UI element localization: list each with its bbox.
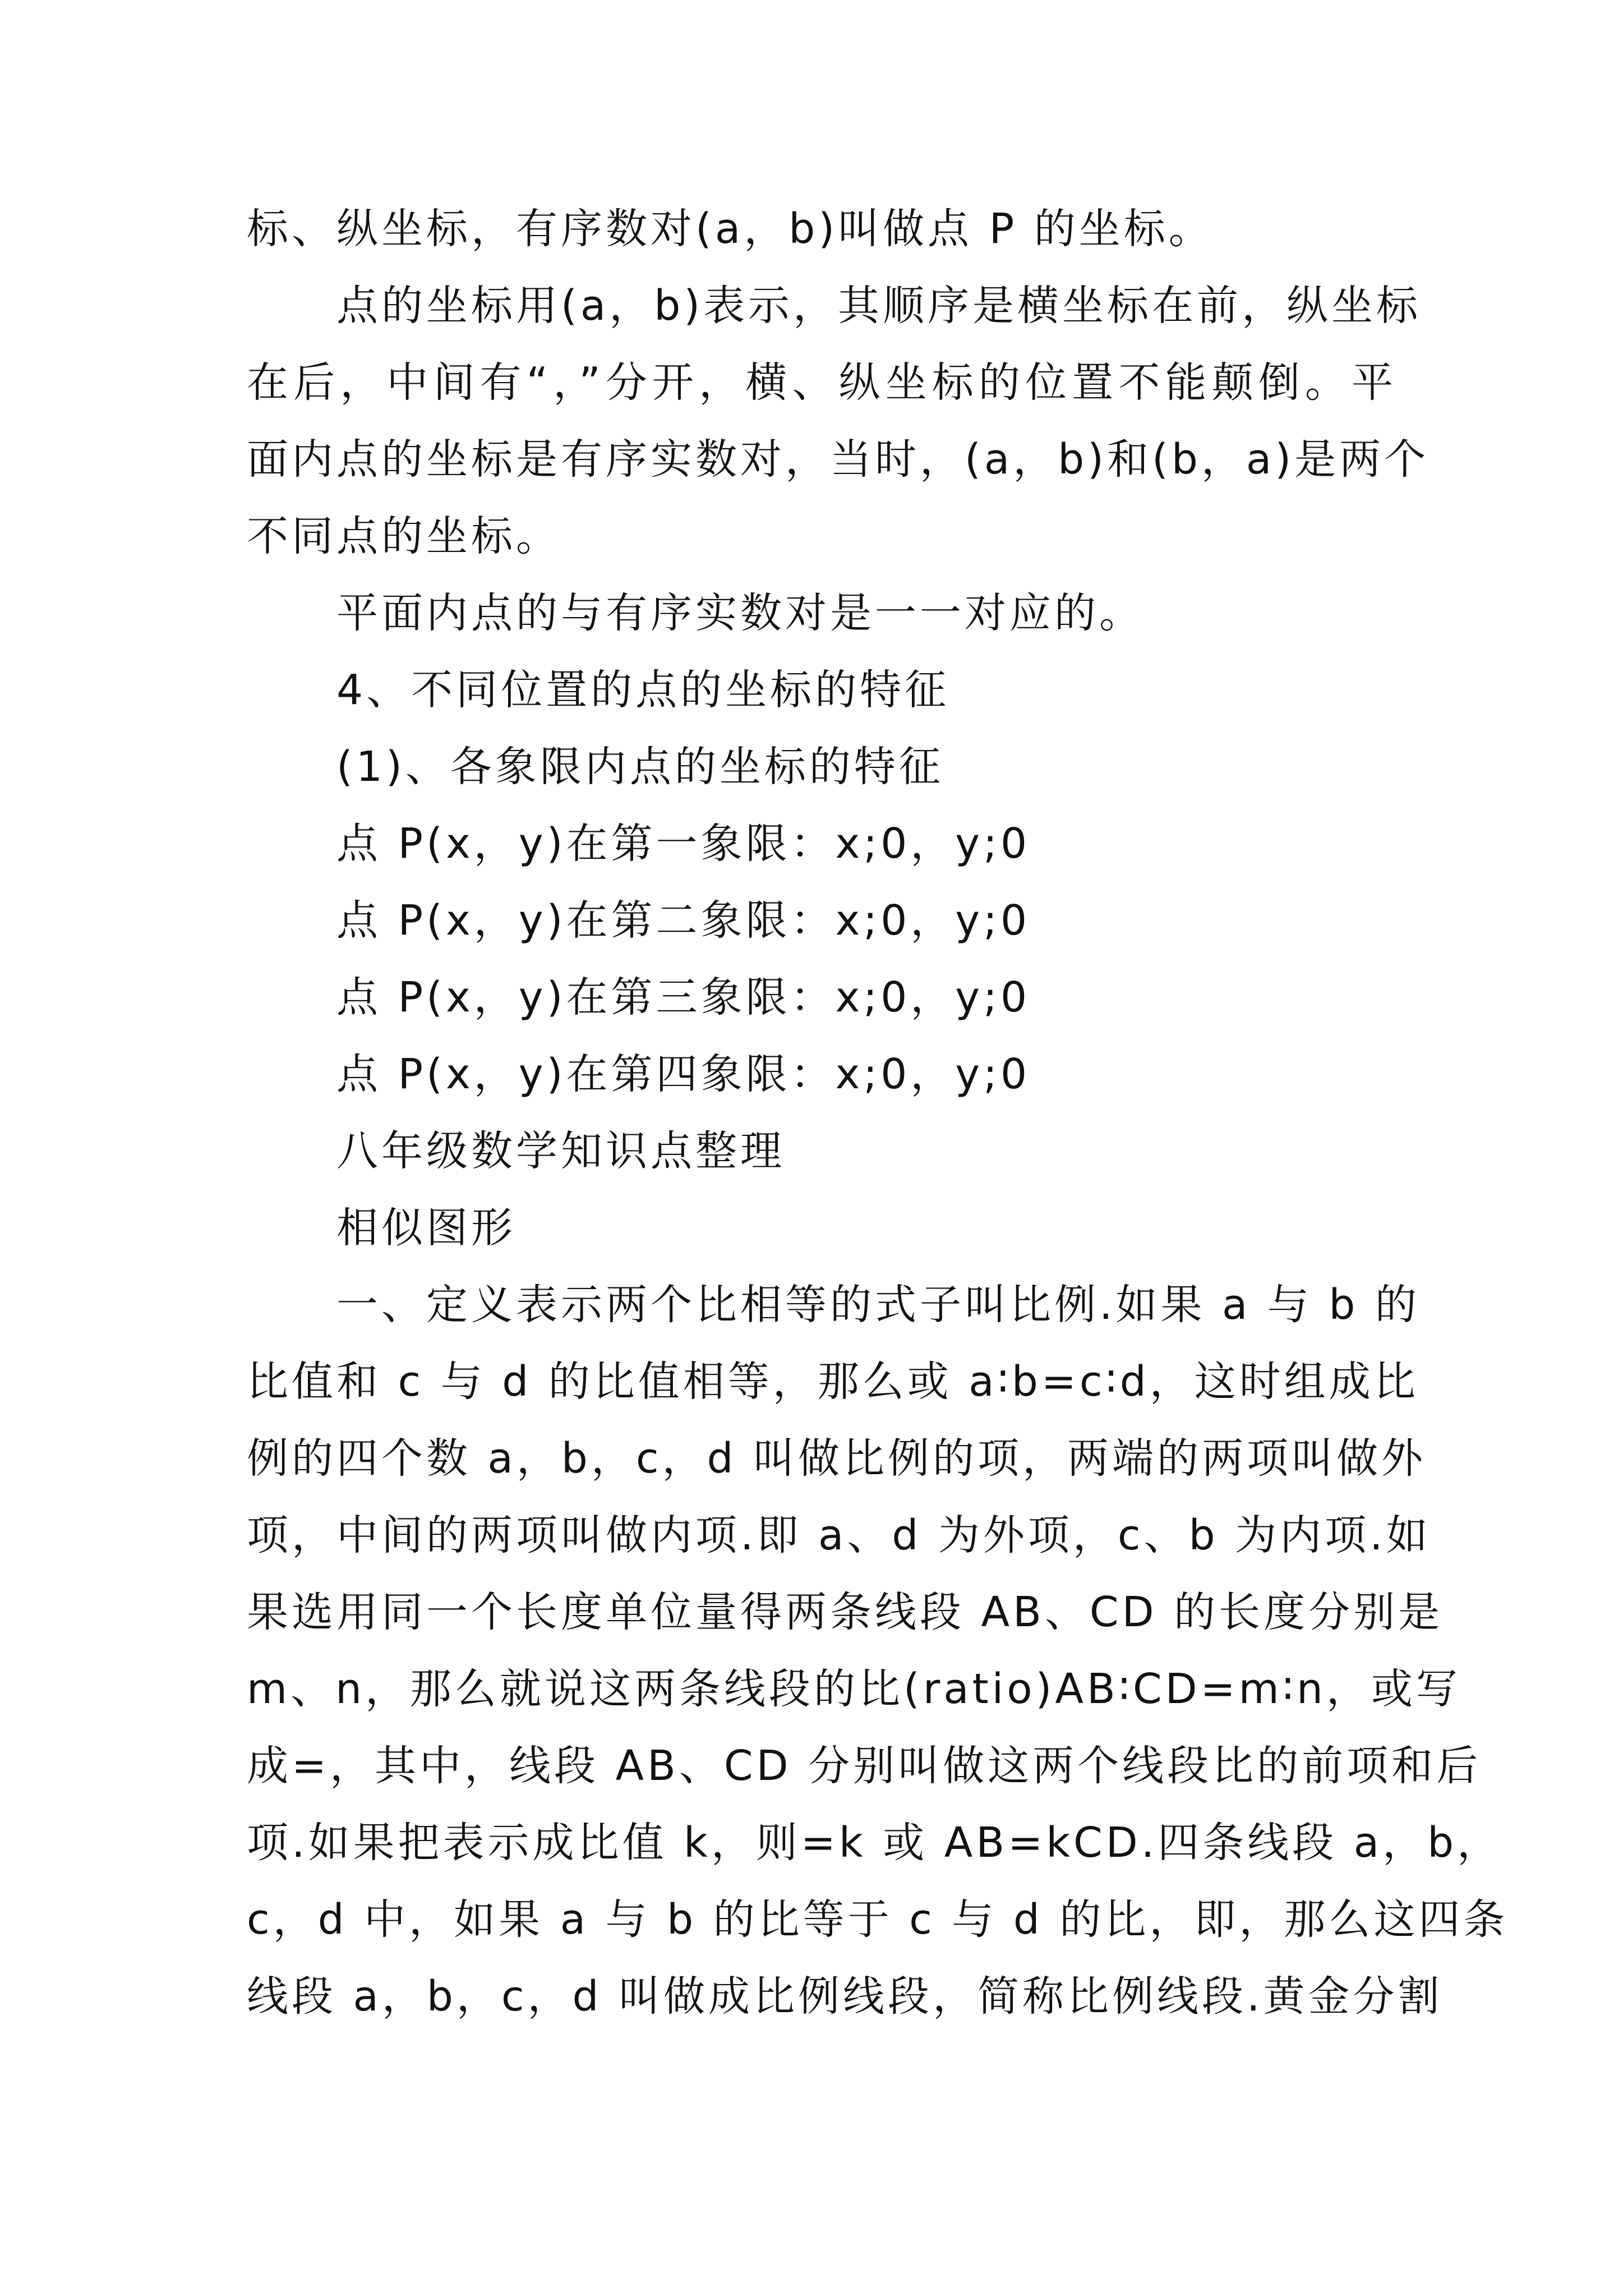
- text-line: (1)、各象限内点的坐标的特征: [336, 743, 944, 791]
- text-line: 相似图形: [336, 1204, 516, 1252]
- paragraph: [247, 575, 1396, 652]
- text-line: 果选用同一个长度单位量得两条线段 AB、CD 的长度分别是: [247, 1588, 1444, 1636]
- paragraph: [247, 1036, 1396, 1113]
- paragraph: [247, 882, 1396, 959]
- paragraph: [247, 652, 1396, 729]
- text-line: 项，中间的两项叫做内项.即 a、d 为外项，c、b 为内项.如: [247, 1511, 1431, 1559]
- paragraph: [247, 1190, 1396, 1267]
- text-line: 成=，其中，线段 AB、CD 分别叫做这两个线段比的前项和后: [247, 1742, 1482, 1790]
- text-line: 在后，中间有“，”分开，横、纵坐标的位置不能颠倒。平: [247, 358, 1396, 407]
- text-line: 点 P(x，y)在第四象限：x;0，y;0: [336, 1050, 1031, 1098]
- paragraph: [247, 1113, 1396, 1190]
- text-line: c，d 中，如果 a 与 b 的比等于 c 与 d 的比，即，那么这四条: [247, 1895, 1509, 1944]
- text-line: 比值和 c 与 d 的比值相等，那么或 a∶b=c∶d，这时组成比: [247, 1358, 1419, 1406]
- text-line: 点 P(x，y)在第三象限：x;0，y;0: [336, 973, 1031, 1022]
- text-line: 4、不同位置的点的坐标的特征: [336, 666, 950, 714]
- paragraph: [247, 1267, 1509, 2035]
- text-line: 例的四个数 a，b，c，d 叫做比例的项，两端的两项叫做外: [247, 1434, 1427, 1483]
- text-line: 点 P(x，y)在第一象限：x;0，y;0: [336, 820, 1031, 868]
- text-line: 项.如果把表示成比值 k，则=k 或 AB=kCD.四条线段 a，b，: [247, 1819, 1502, 1867]
- document-body: [247, 191, 1509, 2035]
- paragraph: [247, 806, 1396, 882]
- text-line: 平面内点的与有序实数对是一一对应的。: [336, 589, 1144, 637]
- text-line: 点 P(x，y)在第二象限：x;0，y;0: [336, 896, 1031, 945]
- text-line: 八年级数学知识点整理: [336, 1127, 785, 1175]
- text-line: 一、定义表示两个比相等的式子叫比例.如果 a 与 b 的: [336, 1281, 1420, 1329]
- text-line: 线段 a，b，c，d 叫做成比例线段，简称比例线段.黄金分割: [247, 1972, 1443, 2021]
- text-line: 面内点的坐标是有序实数对，当时，(a，b)和(b，a)是两个: [247, 435, 1430, 484]
- text-line: 不同点的坐标。: [247, 512, 561, 560]
- text-line: 标、纵坐标，有序数对(a，b)叫做点 P 的坐标。: [247, 205, 1214, 253]
- paragraph: [247, 959, 1396, 1036]
- text-line: 点的坐标用(a，b)表示，其顺序是横坐标在前，纵坐标: [336, 282, 1422, 330]
- paragraph: [247, 729, 1396, 806]
- text-line: m、n，那么就说这两条线段的比(ratio)AB∶CD=m∶n，或写: [247, 1665, 1461, 1713]
- paragraph: [247, 191, 1396, 268]
- paragraph: [247, 268, 1430, 575]
